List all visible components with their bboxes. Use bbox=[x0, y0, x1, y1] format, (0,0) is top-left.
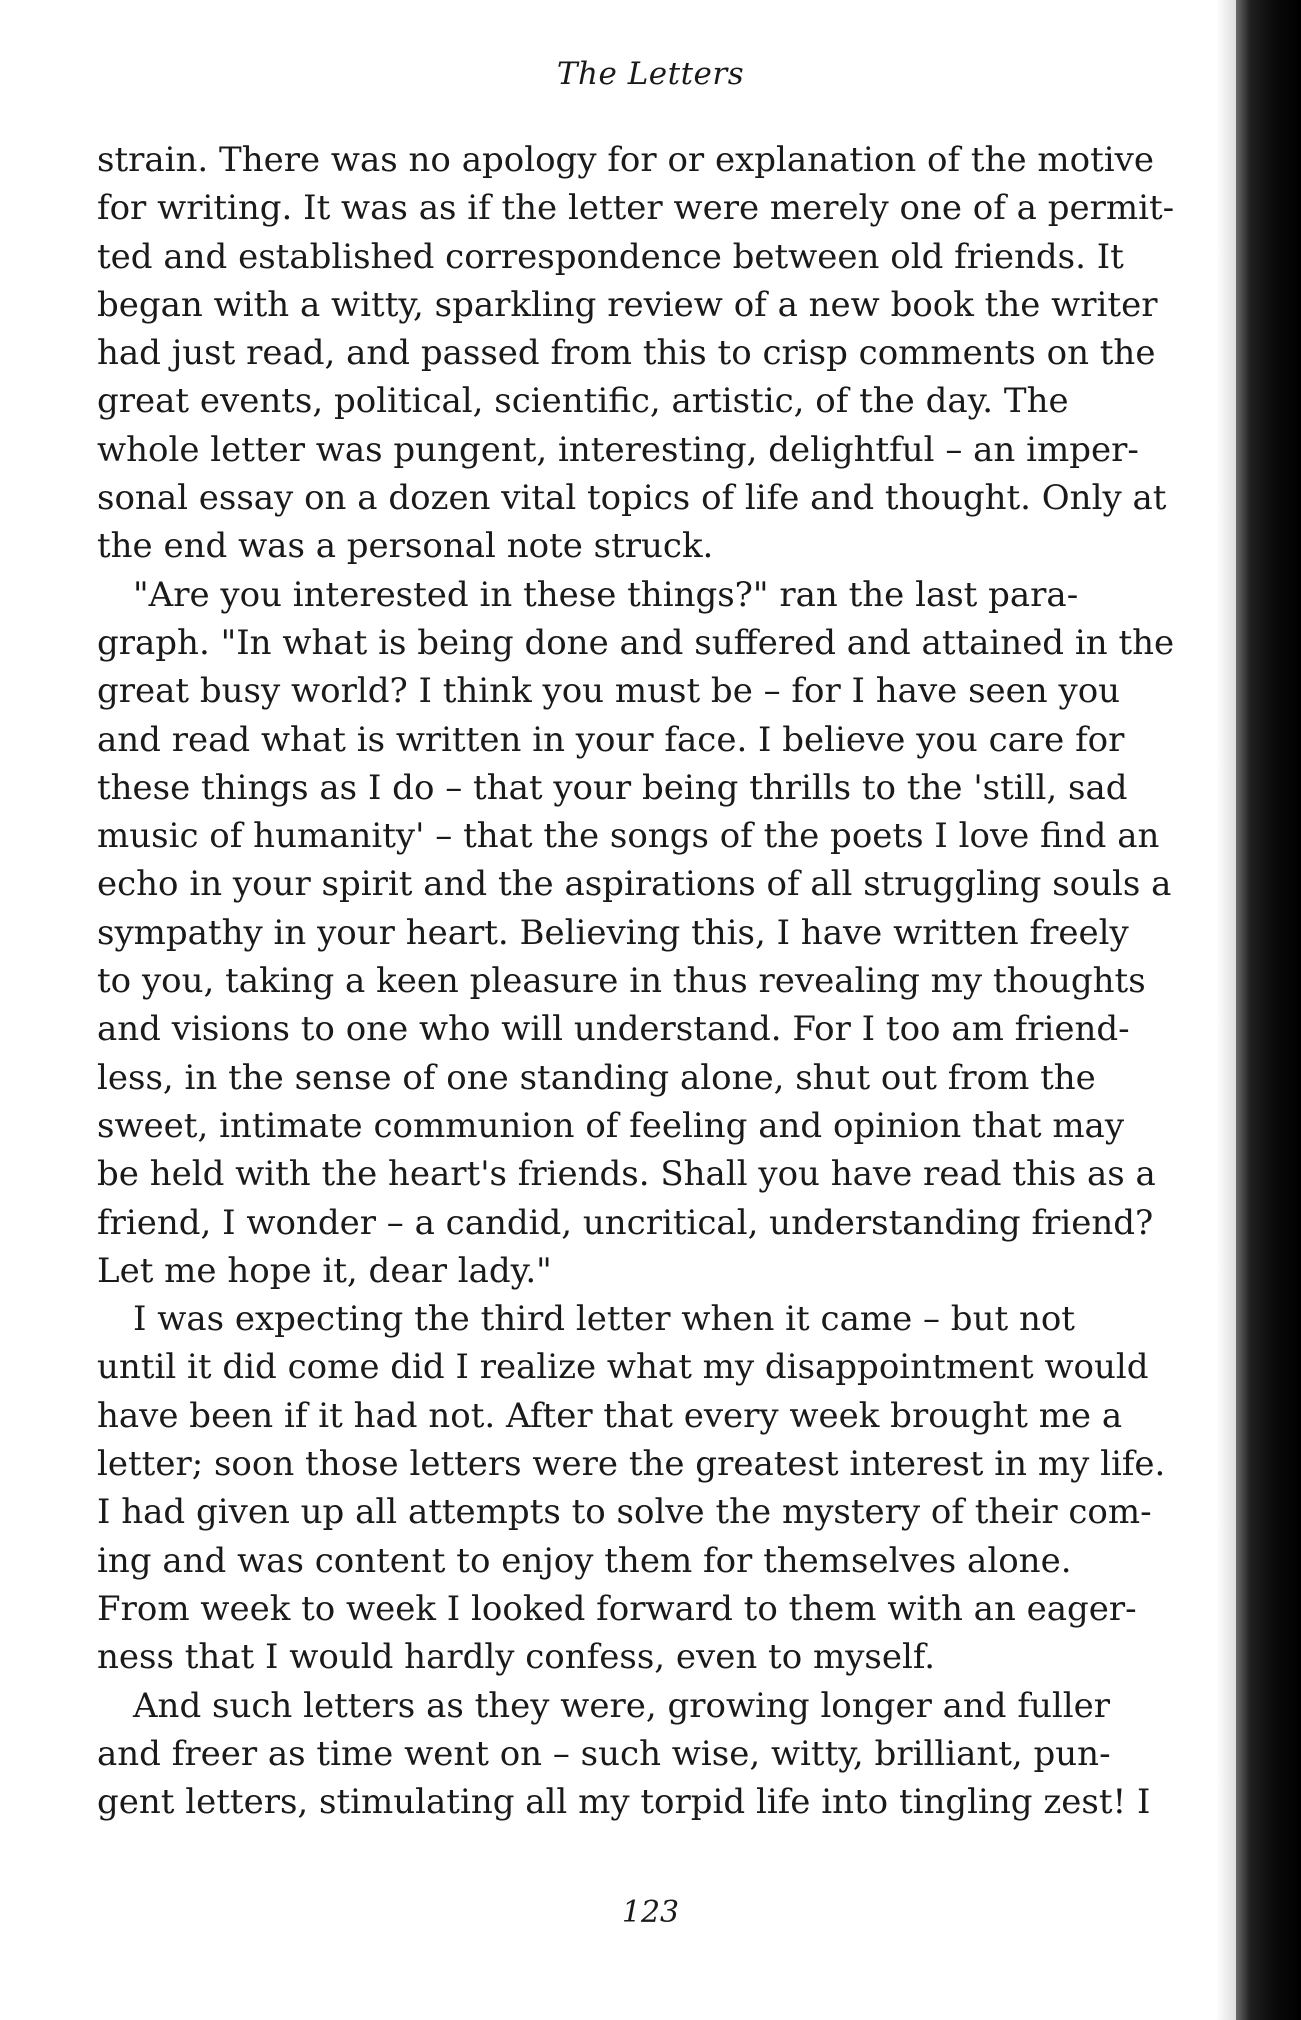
text-line: sonal essay on a dozen vital topics of life and thought. Only at bbox=[97, 478, 1167, 519]
text-line: be held with the heart's friends. Shall you have read this as a bbox=[97, 1154, 1156, 1195]
text-line: have been if it had not. After that every week brought me a bbox=[97, 1395, 1123, 1436]
text-line: began with a witty, sparkling review of a new book the writer bbox=[97, 284, 1158, 325]
text-line: sympathy in your heart. Believing this, I have written freely bbox=[97, 912, 1129, 953]
text-line: less, in the sense of one standing alone, shut out from the bbox=[97, 1057, 1096, 1098]
running-header: The Letters bbox=[556, 56, 745, 92]
text-line: I was expecting the third letter when it came – but not bbox=[133, 1299, 1075, 1340]
text-line: I had given up all attempts to solve the mystery of their com- bbox=[97, 1492, 1152, 1533]
text-line: graph. "In what is being done and suffered and attained in the bbox=[97, 622, 1175, 663]
text-line: had just read, and passed from this to crisp comments on the bbox=[97, 333, 1156, 374]
body-text bbox=[97, 136, 1175, 1826]
text-line: ness that I would hardly confess, even to myself. bbox=[97, 1637, 936, 1678]
text-line: "Are you interested in these things?" ran the last para- bbox=[133, 574, 1079, 615]
text-line: gent letters, stimulating all my torpid life into tingling zest! I bbox=[97, 1782, 1151, 1823]
text-line: And such letters as they were, growing longer and fuller bbox=[133, 1685, 1110, 1726]
scan-binding-edge bbox=[1236, 0, 1301, 2020]
text-line: music of humanity' – that the songs of the poets I love find an bbox=[97, 816, 1160, 857]
text-line: strain. There was no apology for or explanation of the motive bbox=[97, 140, 1154, 180]
text-line: to you, taking a keen pleasure in thus revealing my thoughts bbox=[97, 961, 1146, 1002]
text-line: for writing. It was as if the letter were merely one of a permit- bbox=[97, 188, 1175, 229]
text-line: these things as I do – that your being thrills to the 'still, sad bbox=[97, 767, 1128, 808]
text-line: until it did come did I realize what my disappointment would bbox=[97, 1347, 1149, 1388]
text-line: and read what is written in your face. I believe you care for bbox=[97, 719, 1125, 760]
text-line: From week to week I looked forward to them with an eager- bbox=[97, 1588, 1137, 1629]
text-line: great busy world? I think you must be – for I have seen you bbox=[97, 671, 1121, 712]
text-line: echo in your spirit and the aspirations of all struggling souls a bbox=[97, 864, 1172, 905]
scan-edge-shadow bbox=[1216, 0, 1236, 2020]
text-line: friend, I wonder – a candid, uncritical, understanding friend? bbox=[97, 1202, 1154, 1243]
text-line: ing and was content to enjoy them for themselves alone. bbox=[97, 1540, 1072, 1581]
text-line: sweet, intimate communion of feeling and opinion that may bbox=[97, 1105, 1125, 1146]
page-number: 123 bbox=[621, 1895, 680, 1930]
text-line: and freer as time went on – such wise, witty, brilliant, pun- bbox=[97, 1733, 1111, 1774]
text-line: ted and established correspondence between old friends. It bbox=[97, 236, 1124, 277]
text-line: great events, political, scientific, artistic, of the day. The bbox=[97, 381, 1069, 422]
text-line: the end was a personal note struck. bbox=[97, 526, 714, 567]
text-line: and visions to one who will understand. For I too am friend- bbox=[97, 1009, 1130, 1050]
text-line: letter; soon those letters were the greatest interest in my life. bbox=[97, 1444, 1166, 1485]
text-line: whole letter was pungent, interesting, delightful – an imper- bbox=[97, 429, 1139, 470]
text-line: Let me hope it, dear lady." bbox=[97, 1250, 552, 1291]
